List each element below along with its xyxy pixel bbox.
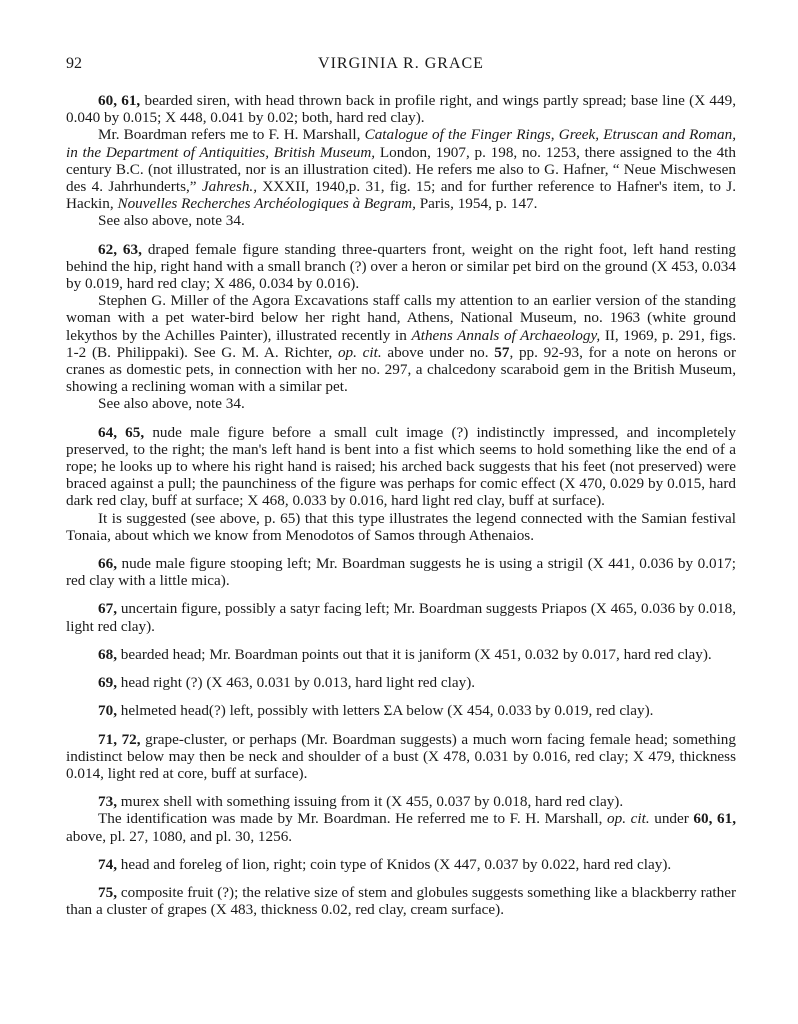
catalogue-entry-69 bbox=[66, 674, 736, 691]
op-cit: op. cit. bbox=[337, 343, 382, 361]
cited-journal: Athens Annals of Archaeology, bbox=[411, 326, 601, 344]
entry-note bbox=[66, 126, 736, 212]
entry-number: 62, 63, bbox=[98, 240, 142, 258]
entry-text: uncertain figure, possibly a satyr facing left; Mr. Boardman suggests Priapos (X 465, 0.036 by 0.018, light red clay). bbox=[66, 600, 736, 635]
entry-text: head and foreleg of lion, right; coin type of Knidos (X 447, 0.037 by 0.022, hard red clay). bbox=[116, 855, 672, 873]
entry-number: 64, 65, bbox=[98, 423, 145, 441]
catalogue-entry-74 bbox=[66, 856, 736, 873]
entry-number: 70, bbox=[98, 702, 117, 720]
entry-number: 71, 72, bbox=[98, 730, 141, 748]
note-text: Mr. Boardman refers me to F. H. Marshall, bbox=[98, 126, 365, 144]
cited-journal: Jahresh., bbox=[201, 178, 258, 196]
entry-number: 60, 61, bbox=[98, 92, 141, 109]
entry-text: bearded siren, with head thrown back in profile right, and wings partly spread; base line (X 449, 0.040 by 0.015; X 448, 0.041 by 0.02; both, hard red clay). bbox=[66, 92, 737, 127]
page-number: 92 bbox=[66, 55, 82, 72]
entry-number: 68, bbox=[98, 645, 117, 663]
entry-paragraph bbox=[66, 555, 736, 589]
entry-text: helmeted head(?) left, possibly with letters ΣΑ below (X 454, 0.033 by 0.019, red clay). bbox=[116, 702, 654, 720]
note-text: under bbox=[649, 810, 694, 828]
entry-paragraph bbox=[66, 884, 736, 918]
entry-paragraph bbox=[66, 600, 736, 634]
entry-paragraph bbox=[66, 856, 736, 873]
note-text: XXXII, 1940,p. 31, fig. 15; and for further reference to Hafner's item, to J. Hackin, bbox=[66, 178, 737, 213]
op-cit: op. cit. bbox=[607, 810, 650, 828]
entry-paragraph bbox=[66, 646, 736, 663]
catalogue-entry-60-61 bbox=[66, 92, 736, 230]
entry-note bbox=[66, 810, 736, 844]
see-also-note: See also above, note 34. bbox=[98, 212, 245, 230]
entry-paragraph bbox=[66, 241, 736, 293]
entry-paragraph bbox=[66, 92, 736, 126]
entry-note: It is suggested (see above, p. 65) that this type illustrates the legend connected with the Samian festival Tonaia, about which we know from Menodotos of Samos through Athenaios. bbox=[66, 509, 736, 544]
entry-text: nude male figure before a small cult image (?) indistinctly impressed, and incompletely preserved, to the right; the man's left hand is bent into a fist which seems to hold something like the end of a rope; he looks up to where his right hand is raised; his arched back suggests that his feet (not preserved) were braced against a pull; the paunchiness of the figure was perhaps for comic effect (X 470, 0.029 by 0.015, hard dark red clay, buff at surface; X 468, 0.033 by 0.016, hard light red clay, buff at surface). bbox=[66, 423, 736, 510]
entry-text: composite fruit (?); the relative size of stem and globules suggests something like a blackberry rather than a cluster of grapes (X 483, thickness 0.02, red clay, cream surface). bbox=[66, 883, 736, 919]
entry-paragraph bbox=[66, 793, 736, 810]
catalogue-entry-70 bbox=[66, 702, 736, 719]
note-text: London, 1907, p. 198, no. 1253, there assigned to the 4th century bbox=[66, 143, 736, 178]
cross-ref-number: 57 bbox=[494, 343, 510, 361]
cited-title: Nouvelles Recherches Archéologiques à Begram, bbox=[117, 195, 416, 213]
entry-number: 67, bbox=[98, 600, 117, 618]
entry-paragraph bbox=[66, 702, 736, 719]
cross-ref-number: 60, 61, bbox=[693, 810, 736, 828]
entry-text: nude male figure stooping left; Mr. Boardman suggests he is using a strigil (X 441, 0.036 by 0.017; red clay with a little mica). bbox=[66, 555, 736, 590]
entry-text: murex shell with something issuing from it (X 455, 0.037 by 0.018, hard red clay). bbox=[116, 793, 624, 811]
entry-number: 69, bbox=[98, 674, 117, 692]
entry-text: draped female figure standing three-quarters front, weight on the right foot, left hand resting behind the hip, right hand with a small branch (?) over a heron or similar pet bird on the ground (X 453, 0.034 by 0.019, hard red clay; X 486, 0.034 by 0.016). bbox=[66, 240, 737, 293]
catalogue-entry-62-63 bbox=[66, 241, 736, 413]
catalogue-entry-73 bbox=[66, 793, 736, 845]
note-text: (not illustrated, nor is an illustration cited). He refers me also to G. Hafner, “ Neue Mischwesen des 4. Jahrhunderts,” bbox=[66, 160, 736, 196]
catalogue-entry-71-72 bbox=[66, 731, 736, 783]
entry-paragraph bbox=[66, 674, 736, 691]
entry-number: 74, bbox=[98, 855, 117, 873]
entry-text: head right (?) (X 463, 0.031 by 0.013, hard light red clay). bbox=[116, 674, 476, 692]
entry-text: grape-cluster, or perhaps (Mr. Boardman suggests) a much worn facing female head; something indistinct below may then be neck and shoulder of a bust (X 478, 0.031 by 0.016, red clay; X 479, thickness 0.014, light red at core, buff at surface). bbox=[66, 730, 736, 782]
catalogue-body bbox=[66, 92, 736, 929]
page-header bbox=[66, 55, 736, 79]
note-text: Paris, 1954, p. 147. bbox=[415, 195, 538, 213]
entry-number: 66, bbox=[98, 555, 117, 573]
era-abbrev: B.C. bbox=[115, 160, 144, 178]
entry-text: bearded head; Mr. Boardman points out that it is janiform (X 451, 0.032 by 0.017, hard red clay). bbox=[116, 645, 712, 663]
entry-number: 75, bbox=[98, 883, 117, 901]
catalogue-entry-64-65 bbox=[66, 424, 736, 544]
running-head: VIRGINIA R. GRACE bbox=[318, 55, 484, 72]
note-text: above, pl. 27, 1080, and pl. 30, 1256. bbox=[66, 827, 293, 845]
entry-number: 73, bbox=[98, 793, 117, 811]
catalogue-entry-68 bbox=[66, 646, 736, 663]
note-text: Stephen G. Miller of the Agora Excavations staff calls my attention to an earlier version of the standing woman with a pet water-bird below her right hand, Athens, National Museum, no. 1963 (white ground lekythos by the Achilles Painter), illustrated recently in bbox=[66, 292, 736, 344]
entry-note bbox=[66, 292, 736, 395]
note-text: The identification was made by Mr. Boardman. He referred me to F. H. Marshall, bbox=[98, 810, 608, 828]
note-text: II, 1969, p. 291, figs. 1-2 (B. Philippaki). See G. M. A. Richter, bbox=[66, 326, 737, 361]
catalogue-entry-67 bbox=[66, 600, 736, 634]
catalogue-entry-66 bbox=[66, 555, 736, 589]
entry-paragraph bbox=[66, 424, 736, 510]
entry-paragraph bbox=[66, 731, 736, 783]
cited-title: Catalogue of the Finger Rings, Greek, Etruscan and Roman, in the Department of Antiquities, British Museum, bbox=[66, 126, 737, 161]
note-text: , pp. 92-93, for a note on herons or cranes as domestic pets, in connection with her no. 297, a chalcedony scaraboid gem in the British Museum, showing a reclining woman with a similar pet. bbox=[66, 343, 737, 396]
note-text: above under no. bbox=[381, 343, 495, 361]
see-also-note: See also above, note 34. bbox=[98, 395, 245, 413]
catalogue-entry-75 bbox=[66, 884, 736, 918]
